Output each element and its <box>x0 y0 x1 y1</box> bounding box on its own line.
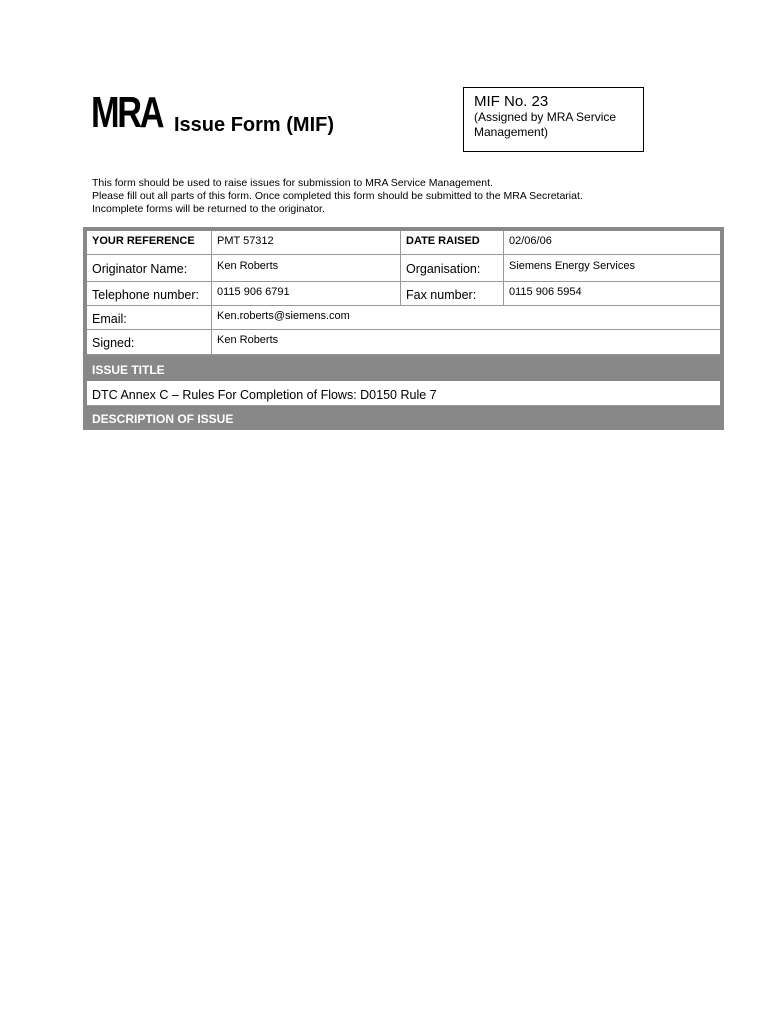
email-field[interactable]: Ken.roberts@siemens.com <box>212 306 720 330</box>
issue-form <box>83 227 724 430</box>
organisation-label: Organisation: <box>401 255 504 282</box>
issue-form-body <box>87 231 720 430</box>
telephone-number-label: Telephone number: <box>87 282 212 306</box>
your-reference-field[interactable]: PMT 57312 <box>212 231 401 255</box>
mif-number: MIF No. 23 <box>474 93 549 110</box>
organisation-field[interactable]: Siemens Energy Services <box>504 255 720 282</box>
mif-number-box <box>463 87 644 152</box>
intro-line-1: This form should be used to raise issues for submission to MRA Service Management. <box>92 177 493 189</box>
originator-name-label: Originator Name: <box>87 255 212 282</box>
mif-note-line1: (Assigned by MRA Service <box>474 110 617 124</box>
form-title: Issue Form (MIF) <box>174 114 335 136</box>
intro-line-2: Please fill out all parts of this form. Once completed this form should be submitted to the MRA Secretariat. <box>92 190 583 202</box>
signed-label: Signed: <box>87 330 212 355</box>
fax-number-label: Fax number: <box>401 282 504 306</box>
intro-text <box>92 177 583 216</box>
mif-note-line2: Management) <box>474 125 549 139</box>
description-of-issue-heading: DESCRIPTION OF ISSUE <box>87 406 720 430</box>
mra-logo: MRA <box>91 88 163 137</box>
date-raised-label: DATE RAISED <box>401 231 504 255</box>
telephone-number-field[interactable]: 0115 906 6791 <box>212 282 401 306</box>
your-reference-label: YOUR REFERENCE <box>87 231 212 255</box>
email-label: Email: <box>87 306 212 330</box>
intro-line-3: Incomplete forms will be returned to the originator. <box>92 203 325 215</box>
date-raised-field[interactable]: 02/06/06 <box>504 231 720 255</box>
originator-name-field[interactable]: Ken Roberts <box>212 255 401 282</box>
fax-number-field[interactable]: 0115 906 5954 <box>504 282 720 306</box>
issue-title-heading: ISSUE TITLE <box>87 355 720 381</box>
issue-title-field[interactable]: DTC Annex C – Rules For Completion of Flows: D0150 Rule 7 <box>87 381 720 406</box>
signed-field[interactable]: Ken Roberts <box>212 330 720 355</box>
